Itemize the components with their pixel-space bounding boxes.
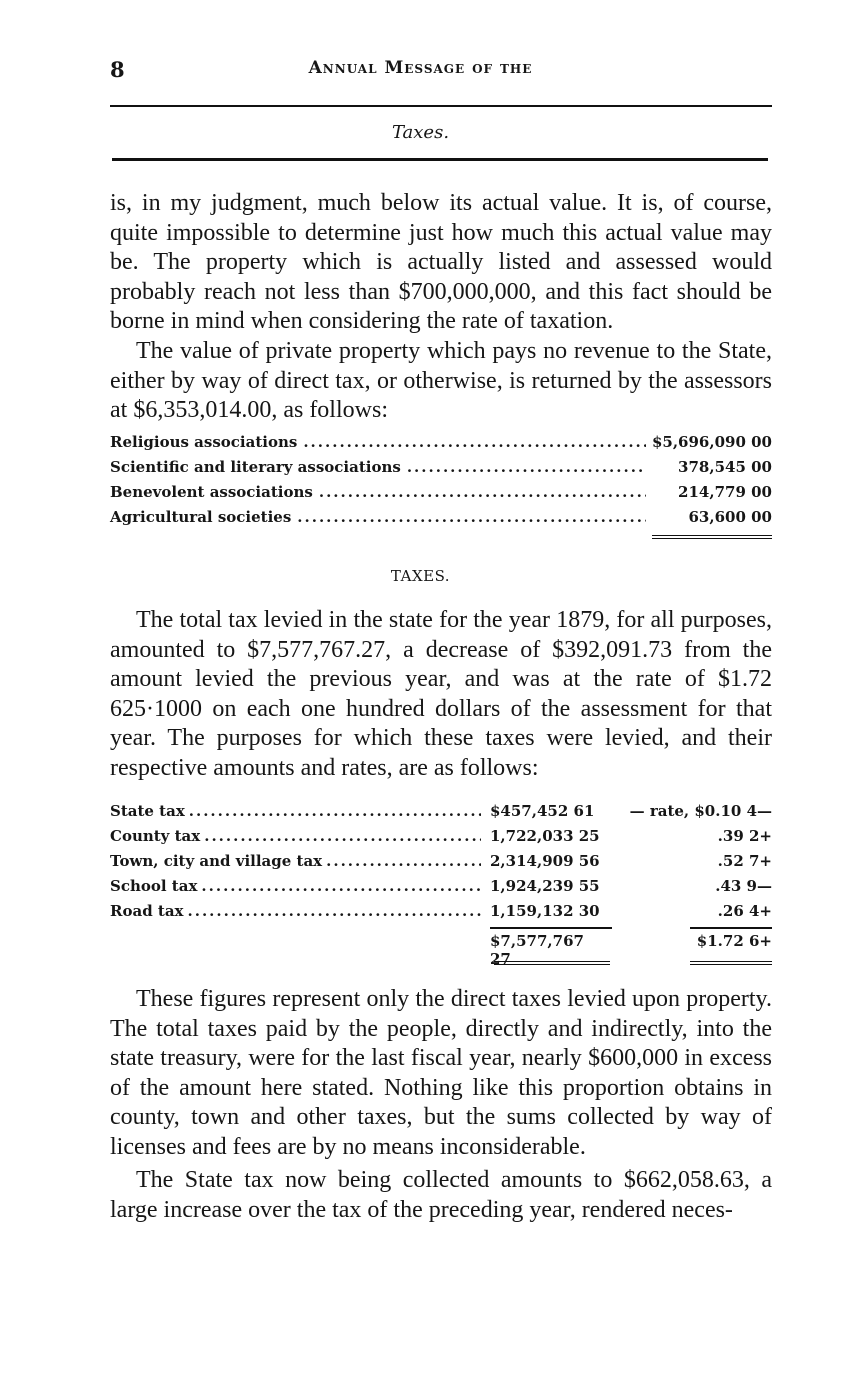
taxes-heading: TAXES. xyxy=(390,567,451,585)
leader-dots xyxy=(188,902,482,920)
tax-rate: .26 4+ xyxy=(717,902,772,920)
leader-dots xyxy=(204,827,481,845)
row-label: Agricultural societies xyxy=(110,508,292,526)
exempt-property-row xyxy=(110,458,772,482)
row-amount: $5,696,090 00 xyxy=(651,433,772,451)
page-number: 8 xyxy=(110,57,125,82)
leader-dots xyxy=(407,458,646,476)
row-amount: 378,545 00 xyxy=(678,458,772,476)
tax-label-cell xyxy=(110,827,485,845)
leader-dots xyxy=(326,852,481,870)
tax-rate-double-rule xyxy=(690,961,772,965)
tax-row xyxy=(110,802,772,827)
tax-amount-double-rule xyxy=(494,961,610,965)
tax-amount: 2,314,909 56 xyxy=(490,852,600,870)
tax-amount: $457,452 61 xyxy=(490,802,595,820)
row-label: Religious associations xyxy=(110,433,298,451)
tax-label-cell xyxy=(110,852,485,870)
row-amount: 63,600 00 xyxy=(688,508,772,526)
tax-rate: .39 2+ xyxy=(717,827,772,845)
tax-label: State tax xyxy=(110,802,185,820)
paragraph-direct-taxes: These figures represent only the direct taxes levied upon property. The total taxes paid by the people, directly and indirectly, into the state treasury, were for the last fiscal year, nearly $600,000 in excess of the amount here stated. Nothing like this proportion obtains in county, town and other taxes, but the sums collected by way of licenses and fees are by no means inconsiderable. xyxy=(110,986,772,1160)
tax-row xyxy=(110,852,772,877)
tax-label-cell xyxy=(110,902,485,920)
paragraph-state-tax: The State tax now being collected amounts to $662,058.63, a large increase over the tax of the preceding year, rendered neces- xyxy=(110,1167,772,1223)
exempt-property-row xyxy=(110,483,772,507)
exempt-property-row xyxy=(110,433,772,457)
tax-label-cell xyxy=(110,877,485,895)
tax-label: County tax xyxy=(110,827,201,845)
paragraph-continuation: is, in my judgment, much below its actual value. It is, of course, quite impossible to determine just how much this actual value may be. The property which is actually listed and assessed would probably reach not less than $700,000,000, and this fact should be borne in mind when considering the rate of taxation. xyxy=(110,190,772,334)
header-rule-bottom xyxy=(112,158,768,161)
tax-label: Road tax xyxy=(110,902,184,920)
tax-total-amount: $7,577,767 27 xyxy=(490,932,584,968)
exempt-property-row xyxy=(110,508,772,532)
row-label: Benevolent associations xyxy=(110,483,313,501)
leader-dots xyxy=(303,433,646,451)
paragraph-taxes-intro: The total tax levied in the state for the year 1879, for all purposes, amounted to $7,577,767.27, a decrease of $392,091.73 from the amount levied the previous year, and was at the rate of $1.72 625·1000 on each one hundred dollars of the assessment for that year. The purposes for which these taxes were levied, and their respective amounts and rates, are as follows: xyxy=(110,607,772,781)
tax-rate: .43 9— xyxy=(715,877,772,895)
tax-row xyxy=(110,902,772,927)
header-rule xyxy=(110,105,772,107)
section-heading: Taxes. xyxy=(391,122,450,143)
tax-rate: — rate, $0.10 4— xyxy=(629,802,772,820)
exempt-total-rule xyxy=(652,535,772,539)
paragraph-exempt-property: The value of private property which pays no revenue to the State, either by way of direct tax, or otherwise, is returned by the assessors at $6,353,014.00, as follows: xyxy=(110,338,772,423)
tax-rate-rule xyxy=(690,927,772,929)
tax-row xyxy=(110,827,772,852)
tax-label: School tax xyxy=(110,877,198,895)
leader-dots xyxy=(297,508,646,526)
tax-amount: 1,924,239 55 xyxy=(490,877,600,895)
tax-amount: 1,722,033 25 xyxy=(490,827,600,845)
leader-dots xyxy=(201,877,481,895)
tax-label: Town, city and village tax xyxy=(110,852,323,870)
tax-rate: .52 7+ xyxy=(717,852,772,870)
leader-dots xyxy=(189,802,481,820)
tax-amount-rule xyxy=(490,927,612,929)
tax-label-cell xyxy=(110,802,485,820)
running-head: Annual Message of the xyxy=(308,58,533,78)
tax-row xyxy=(110,877,772,902)
tax-total-rate: $1.72 6+ xyxy=(696,932,772,950)
row-amount: 214,779 00 xyxy=(678,483,772,501)
tax-amount: 1,159,132 30 xyxy=(490,902,600,920)
row-label: Scientific and literary associations xyxy=(110,458,401,476)
leader-dots xyxy=(319,483,646,501)
